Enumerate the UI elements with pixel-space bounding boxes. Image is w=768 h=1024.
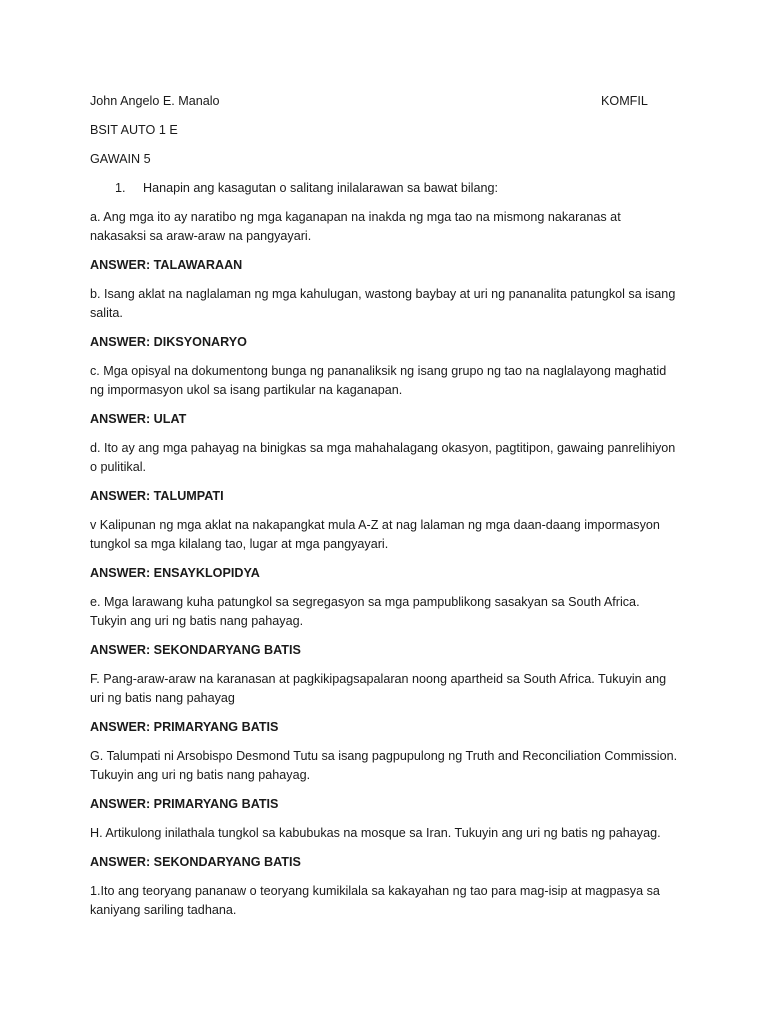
answer-h: ANSWER: SEKONDARYANG BATIS	[90, 855, 301, 869]
answer-g: ANSWER: PRIMARYANG BATIS	[90, 797, 279, 811]
answer-d: ANSWER: TALUMPATI	[90, 489, 224, 503]
answer-b: ANSWER: DIKSYONARYO	[90, 335, 247, 349]
answer-e: ANSWER: SEKONDARYANG BATIS	[90, 643, 301, 657]
answer-v: ANSWER: ENSAYKLOPIDYA	[90, 566, 260, 580]
answer-f: ANSWER: PRIMARYANG BATIS	[90, 720, 279, 734]
student-name: John Angelo E. Manalo	[90, 94, 220, 108]
header-row	[90, 92, 678, 111]
instruction	[90, 179, 678, 198]
document-body	[90, 92, 678, 930]
question-v: v Kalipunan ng mga aklat na nakapangkat mula A-Z at nag lalaman ng mga daan-daang impormasyon tungkol sa mga kilalang tao, lugar at mga pangyayari.	[90, 518, 660, 551]
instruction-text: Hanapin ang kasagutan o salitang inilalarawan sa bawat bilang:	[143, 181, 498, 195]
question-b: b. Isang aklat na naglalaman ng mga kahulugan, wastong baybay at uri ng pananalita patungkol sa isang salita.	[90, 287, 676, 320]
instruction-number: 1.	[115, 181, 126, 195]
question-a: a. Ang mga ito ay naratibo ng mga kaganapan na inakda ng mga tao na mismong nakaranas at nakasaksi sa araw-araw na pangyayari.	[90, 210, 621, 243]
answer-a: ANSWER: TALAWARAAN	[90, 258, 243, 272]
section-label: BSIT AUTO 1 E	[90, 123, 178, 137]
question-d: d. Ito ay ang mga pahayag na binigkas sa mga mahahalagang okasyon, pagtitipon, gawaing panrelihiyon o pulitikal.	[90, 441, 676, 474]
question-h: H. Artikulong inilathala tungkol sa kabubukas na mosque sa Iran. Tukuyin ang uri ng batis ng pahayag.	[90, 826, 661, 840]
question-f: F. Pang-araw-araw na karanasan at pagkikipagsapalaran noong apartheid sa South Africa. Tukuyin ang uri ng batis nang pahayag	[90, 672, 667, 705]
activity-title: GAWAIN 5	[90, 152, 151, 166]
question-c: c. Mga opisyal na dokumentong bunga ng pananaliksik ng isang grupo ng tao na naglalayong maghatid ng impormasyon ukol sa isang partikular na kaganapan.	[90, 364, 667, 397]
question-g: G. Talumpati ni Arsobispo Desmond Tutu sa isang pagpupulong ng Truth and Reconciliation Commission. Tukuyin ang uri ng batis nang pahayag.	[90, 749, 678, 782]
answer-c: ANSWER: ULAT	[90, 412, 187, 426]
question-e: e. Mga larawang kuha patungkol sa segregasyon sa mga pampublikong sasakyan sa South Africa. Tukyin ang uri ng batis nang pahayag.	[90, 595, 640, 628]
question-1: 1.Ito ang teoryang pananaw o teoryang kumikilala sa kakayahan ng tao para mag-isip at magpasya sa kaniyang sariling tadhana.	[90, 884, 660, 917]
subject-label: KOMFIL	[601, 94, 648, 108]
